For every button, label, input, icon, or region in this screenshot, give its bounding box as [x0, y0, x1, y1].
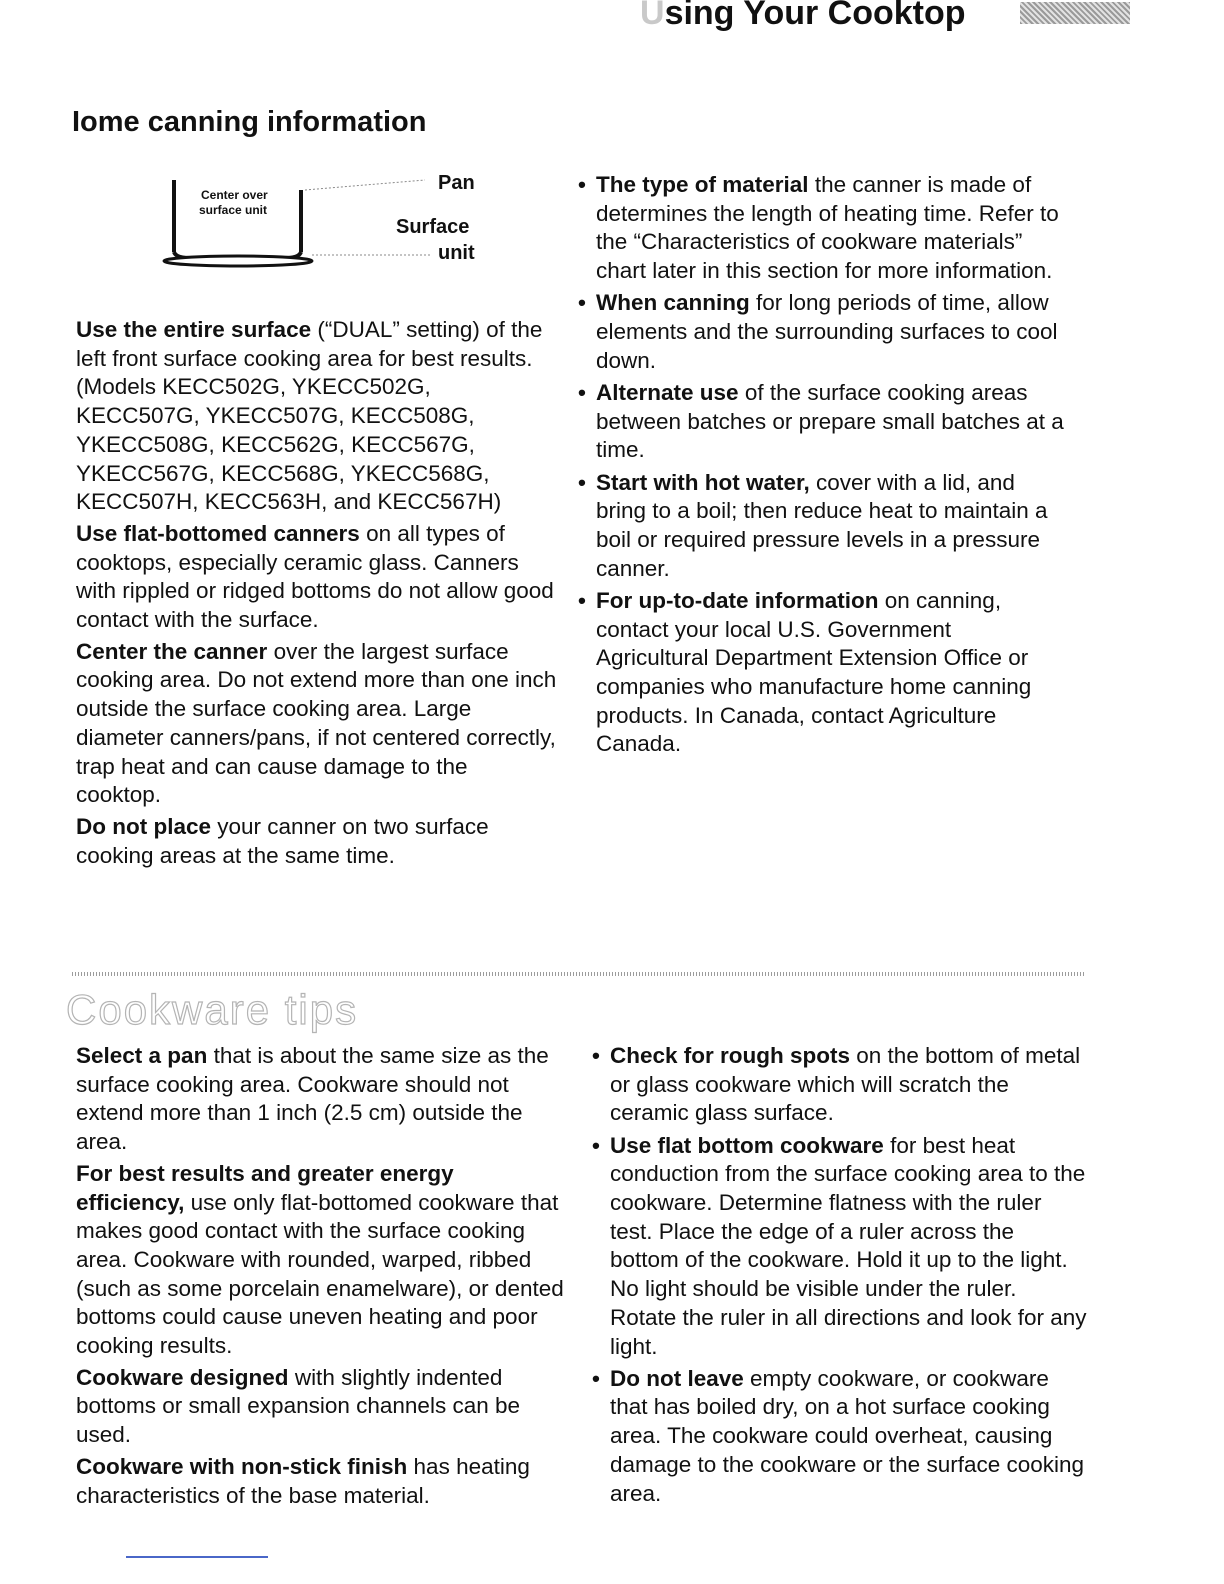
canning-bullet-list: [578, 171, 1064, 759]
paragraph-body: that is about the same size as the surface cooking area. Cookware should not extend more than 1 inch (2.5 cm) outside the area.: [76, 1043, 549, 1155]
canning-left-paragraph: [76, 316, 558, 517]
bullet-body: for long periods of time, allow elements and the surrounding surfaces to cool down.: [596, 290, 1058, 373]
canning-right-column: [578, 171, 1064, 763]
cookware-section-title: Cookware tips: [66, 986, 359, 1033]
bullet-lead: For up-to-date information: [596, 587, 879, 613]
paragraph-lead: Use flat-bottomed canners: [76, 520, 360, 546]
paragraph-body: use only flat-bottomed cookware that makes good contact with the surface cooking area. Cookware with rounded, warped, ribbed (such as some porcelain enamelware), or dented bottoms could cause uneven heating and poor cooking results.: [76, 1189, 564, 1359]
paragraph-lead: Center the canner: [76, 638, 268, 664]
canning-left-paragraph: [76, 638, 558, 810]
canner-diagram: [160, 168, 500, 278]
list-item: [578, 379, 1064, 465]
canning-left-paragraph: [76, 520, 558, 635]
bullet-lead: Do not leave: [610, 1365, 744, 1391]
paragraph-lead: Select a pan: [76, 1043, 208, 1068]
unit-label: unit: [438, 242, 475, 264]
list-item: [592, 1365, 1088, 1509]
paragraph-body: (“DUAL” setting) of the left front surface cooking area for best results. (Models KECC502G, YKECC502G, KECC507G, YKECC507G, KECC508G, YKECC508G, KECC562G, KECC567G, YKECC567G, KECC568G, YKECC568G, KECC507H, KECC563H, and KECC567H): [76, 317, 543, 515]
bullet-body: of the surface cooking areas between batches or prepare small batches at a time.: [596, 379, 1064, 463]
bullet-body: on canning, contact your local U.S. Government Agricultural Department Extension Office or companies who manufacture home canning products. In Canada, contact Agriculture Canada.: [596, 587, 1032, 757]
cookware-left-paragraph: [76, 1042, 568, 1157]
footer-rule: [126, 1556, 268, 1558]
list-item: [592, 1132, 1088, 1362]
bullet-body: on the bottom of metal or glass cookware which will scratch the ceramic glass surface.: [610, 1043, 1081, 1126]
paragraph-lead: Cookware with non-stick finish: [76, 1453, 408, 1479]
bullet-lead: Start with hot water,: [596, 469, 810, 495]
paragraph-body: has heating characteristics of the base material.: [76, 1453, 530, 1508]
canning-left-column: [76, 316, 558, 873]
canning-left-paragraph: [76, 813, 558, 870]
cookware-left-paragraph: [76, 1364, 568, 1450]
bullet-lead: Check for rough spots: [610, 1043, 851, 1068]
list-item: [578, 587, 1064, 759]
cookware-left-paragraph: [76, 1453, 568, 1510]
center-over-label: Center over: [201, 188, 268, 202]
surface-label: Surface: [396, 216, 470, 238]
bullet-lead: Use flat bottom cookware: [610, 1132, 884, 1158]
cookware-right-column: [592, 1042, 1088, 1512]
bullet-lead: When canning: [596, 290, 750, 316]
paragraph-lead: For best results and greater energy efficiency,: [76, 1160, 454, 1215]
section-divider: [72, 972, 1084, 976]
surface-unit-small-label: surface unit: [199, 203, 268, 217]
paragraph-body: your canner on two surface cooking areas at the same time.: [76, 813, 489, 868]
page-header-title: [640, 0, 966, 33]
cookware-left-paragraph: [76, 1160, 568, 1361]
pan-label: Pan: [438, 172, 475, 194]
cookware-left-column: [76, 1042, 568, 1513]
list-item: [578, 171, 1064, 286]
bullet-body: empty cookware, or cookware that has boiled dry, on a hot surface cooking area. The cookware could overheat, causing damage to the cookware or the surface cooking area.: [610, 1365, 1085, 1506]
bullet-lead: The type of material: [596, 172, 809, 197]
list-item: [578, 289, 1064, 375]
paragraph-lead: Use the entire surface: [76, 317, 312, 342]
bullet-body: cover with a lid, and bring to a boil; then reduce heat to maintain a boil or required pressure levels in a pressure canner.: [596, 469, 1048, 581]
paragraph-lead: Cookware designed: [76, 1364, 289, 1390]
paragraph-lead: Do not place: [76, 813, 212, 839]
header-title-text: sing Your Cooktop: [664, 0, 966, 32]
list-item: [592, 1042, 1088, 1128]
paragraph-body: over the largest surface cooking area. Do not extend more than one inch outside the surface cooking area. Large diameter canners/pans, if not centered correctly, trap heat and can cause damage to the cooktop.: [76, 638, 557, 808]
bullet-body: for best heat conduction from the surface cooking area to the cookware. Determine flatness with the ruler test. Place the edge of a ruler across the bottom of the cookware. Hold it up to the light. No light should be visible under the ruler. Rotate the ruler in all directions and look for any light.: [610, 1132, 1087, 1359]
paragraph-body: on all types of cooktops, especially ceramic glass. Canners with rippled or ridged bottoms do not allow good contact with the surface.: [76, 520, 554, 633]
paragraph-body: with slightly indented bottoms or small expansion channels can be used.: [76, 1364, 521, 1448]
bullet-body: the canner is made of determines the length of heating time. Refer to the “Characteristics of cookware materials” chart later in this section for more information.: [596, 172, 1059, 284]
list-item: [578, 469, 1064, 584]
canning-section-title: Iome canning information: [72, 106, 427, 138]
bullet-lead: Alternate use: [596, 379, 739, 405]
header-title-initial: U: [640, 0, 665, 32]
cookware-bullet-list: [592, 1042, 1088, 1508]
header-decoration: [1020, 2, 1130, 24]
